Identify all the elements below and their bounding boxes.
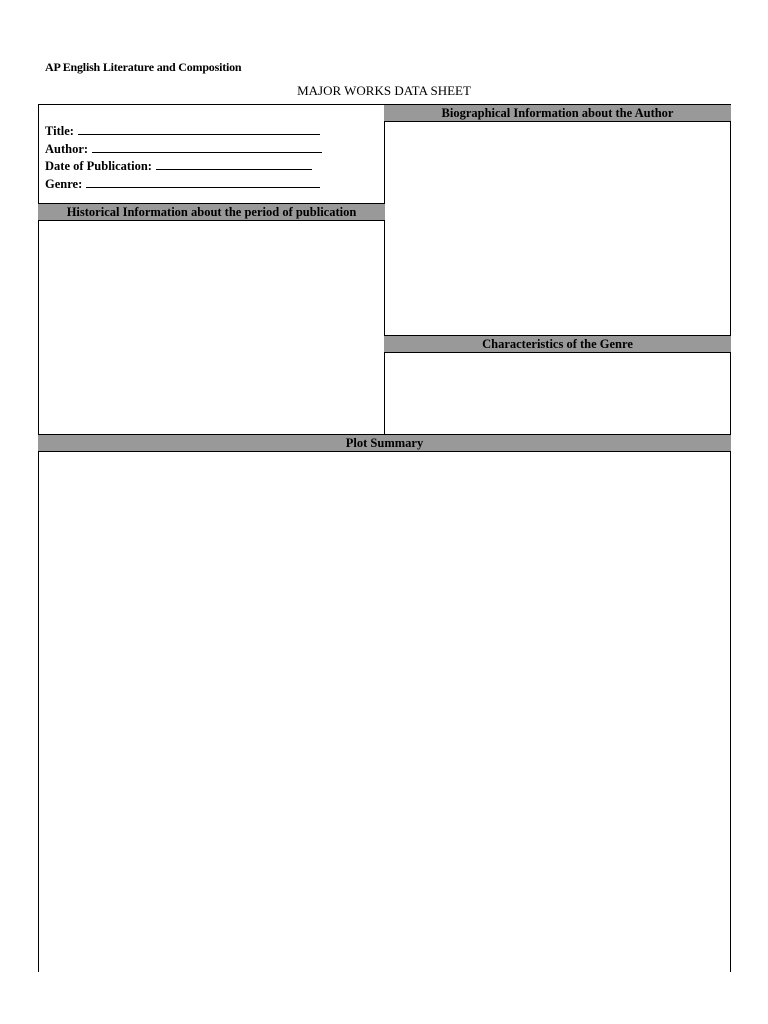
author-field-row — [45, 140, 322, 158]
sheet-title: MAJOR WORKS DATA SHEET — [297, 83, 471, 98]
genre-field-row — [45, 175, 322, 193]
course-name: AP English Literature and Composition — [45, 60, 242, 74]
genre-characteristics-header: Characteristics of the Genre — [384, 335, 731, 353]
publication-date-label: Date of Publication: — [45, 159, 152, 173]
author-label: Author: — [45, 141, 89, 156]
title-blank[interactable] — [78, 122, 320, 135]
biographical-area[interactable] — [385, 122, 730, 335]
publication-date-field-row — [45, 157, 322, 175]
plot-summary-header: Plot Summary — [38, 434, 731, 452]
genre-characteristics-area[interactable] — [385, 353, 730, 434]
title-label: Title: — [45, 124, 74, 138]
publication-date-blank[interactable] — [156, 157, 312, 170]
genre-label: Genre: — [45, 176, 83, 191]
title-field-row — [45, 122, 322, 140]
frame-top-left — [38, 104, 385, 105]
frame-right — [730, 104, 731, 972]
historical-header: Historical Information about the period of publication — [38, 203, 385, 221]
genre-blank[interactable] — [86, 175, 320, 188]
author-blank[interactable] — [92, 140, 322, 153]
historical-area[interactable] — [39, 221, 384, 434]
biographical-header: Biographical Information about the Author — [384, 104, 731, 122]
plot-summary-area[interactable] — [39, 452, 730, 972]
identification-fields — [45, 122, 322, 192]
